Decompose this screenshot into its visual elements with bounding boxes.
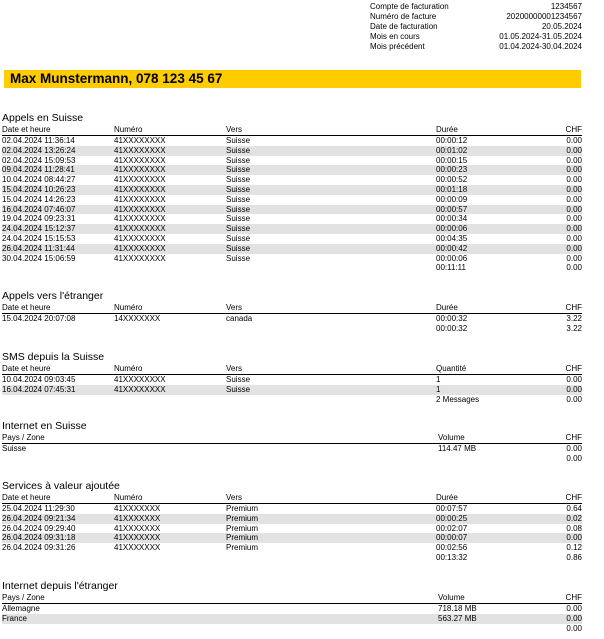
col-destination: Suisse	[226, 165, 251, 175]
col-chf: 0.64	[566, 504, 582, 513]
table-row	[2, 165, 582, 175]
section-calls-abroad	[2, 290, 582, 334]
table-row	[2, 504, 582, 514]
col-zone: Allemagne	[2, 604, 40, 613]
col-destination: Suisse	[226, 243, 251, 253]
col-datetime: 26.04.2024 11:31:44	[2, 243, 75, 253]
meta-row	[370, 12, 582, 22]
col-chf: 0.00	[566, 145, 582, 155]
col-datetime: 26.04.2024 09:21:34	[2, 513, 76, 523]
col-number	[114, 553, 226, 563]
table-row	[2, 205, 582, 215]
table-row	[2, 614, 582, 624]
col-number: 41XXXXXXXX	[114, 165, 166, 175]
table-row	[2, 444, 582, 454]
section-title: Appels en Suisse	[2, 112, 84, 124]
col-duration: 00:00:42	[436, 243, 468, 253]
col-number: Numéro	[114, 303, 143, 312]
col-chf: 0.08	[566, 523, 582, 533]
col-datetime: 25.04.2024 11:29:30	[2, 504, 75, 513]
section-title: Services à valeur ajoutée	[2, 480, 120, 492]
col-datetime: 02.04.2024 15:09:53	[2, 155, 76, 165]
col-chf: 0.00	[566, 175, 582, 185]
col-duration: 00:00:25	[436, 513, 468, 523]
table-total-row	[2, 395, 582, 405]
col-duration: 2 Messages	[436, 394, 480, 404]
col-datetime: 15.04.2024 20:07:08	[2, 314, 76, 323]
col-destination: Suisse	[226, 136, 251, 145]
col-datetime	[2, 553, 114, 563]
col-volume: 563.27 MB	[438, 613, 477, 623]
col-duration: 00:00:32	[436, 323, 468, 333]
col-destination: Vers	[226, 303, 243, 312]
table-row	[2, 524, 582, 534]
table-row	[2, 543, 582, 553]
col-destination: Suisse	[226, 233, 251, 243]
col-chf: CHF	[565, 303, 582, 312]
col-chf: 0.00	[566, 204, 582, 214]
meta-row	[370, 2, 582, 12]
col-number	[114, 263, 226, 273]
col-number: 41XXXXXXXX	[114, 184, 166, 194]
table-row	[2, 514, 582, 524]
col-destination: Suisse	[226, 184, 251, 194]
customer-banner: Max Munstermann, 078 123 45 67	[4, 70, 581, 88]
col-duration: 00:00:12	[436, 136, 468, 145]
table-row	[2, 214, 582, 224]
table-header	[2, 493, 582, 504]
col-number: 41XXXXXXXX	[114, 253, 166, 263]
section-title: Internet depuis l'étranger	[2, 580, 118, 592]
col-number: 41XXXXXXXX	[114, 145, 166, 155]
col-number: 41XXXXXXXX	[114, 233, 166, 243]
col-destination: Vers	[226, 364, 243, 373]
meta-row	[370, 32, 582, 42]
col-destination: Premium	[226, 504, 259, 513]
col-destination: Suisse	[226, 204, 251, 214]
col-destination: Suisse	[226, 194, 251, 204]
table-row	[2, 195, 582, 205]
col-volume: 718.18 MB	[438, 604, 477, 613]
col-chf: 0.00	[566, 233, 582, 243]
section-value-added-services	[2, 480, 582, 563]
col-chf: CHF	[565, 125, 582, 134]
col-duration: 00:02:56	[436, 543, 468, 553]
col-chf: 0.00	[566, 155, 582, 165]
col-duration: 00:00:06	[436, 253, 468, 263]
col-destination: canada	[226, 314, 253, 323]
col-destination: Vers	[226, 125, 243, 134]
col-chf: 0.00	[566, 384, 582, 394]
table-row	[2, 533, 582, 543]
table-row	[2, 604, 582, 614]
col-number: 41XXXXXXX	[114, 543, 161, 553]
col-datetime: 16.04.2024 07:45:31	[2, 384, 76, 394]
meta-row	[370, 42, 582, 52]
col-chf: 0.00	[566, 253, 582, 263]
col-zone: Pays / Zone	[2, 433, 45, 442]
col-number	[114, 324, 226, 334]
col-chf: CHF	[565, 593, 582, 602]
col-number: Numéro	[114, 364, 143, 373]
meta-label: Mois précédent	[370, 42, 425, 51]
billing-meta	[370, 2, 582, 52]
table-row	[2, 375, 582, 385]
col-duration: 00:00:15	[436, 155, 468, 165]
col-number: 41XXXXXXX	[114, 513, 161, 523]
col-zone: Suisse	[2, 444, 27, 453]
col-zone	[2, 454, 438, 464]
col-duration: 00:00:34	[436, 214, 468, 224]
col-zone	[2, 624, 438, 634]
col-chf: 0.00	[566, 263, 582, 273]
table-header	[2, 125, 582, 136]
table-row	[2, 385, 582, 395]
col-volume	[438, 454, 546, 464]
table-row	[2, 136, 582, 146]
table-row	[2, 254, 582, 264]
table-row	[2, 314, 582, 324]
meta-value: 20.05.2024	[541, 22, 582, 31]
col-destination: Suisse	[226, 214, 251, 224]
table-row	[2, 156, 582, 166]
col-chf: CHF	[565, 364, 582, 373]
col-destination: Premium	[226, 513, 259, 523]
col-chf: 0.00	[566, 604, 582, 613]
table-total-row	[2, 553, 582, 563]
col-duration: 00:00:06	[436, 224, 468, 234]
section-internet-switzerland	[2, 420, 582, 464]
col-chf: 3.22	[566, 314, 582, 323]
col-datetime: 10.04.2024 09:03:45	[2, 375, 76, 384]
col-datetime: 16.04.2024 07:46:07	[2, 204, 76, 214]
col-chf: 0.00	[566, 613, 582, 623]
section-internet-abroad	[2, 580, 582, 633]
meta-label: Compte de facturation	[370, 2, 449, 11]
meta-value: 1234567	[550, 2, 582, 11]
col-datetime: 15.04.2024 14:26:23	[2, 194, 76, 204]
col-duration: 00:00:23	[436, 165, 468, 175]
section-title: Internet en Suisse	[2, 420, 87, 432]
meta-label: Mois en cours	[370, 32, 420, 41]
table-total-row	[2, 324, 582, 334]
table-header	[2, 593, 582, 604]
col-datetime	[2, 324, 114, 334]
col-destination: Suisse	[226, 384, 251, 394]
table-row	[2, 224, 582, 234]
col-chf: 0.00	[566, 533, 582, 543]
col-zone: Pays / Zone	[2, 593, 45, 602]
col-duration: Quantité	[436, 364, 467, 373]
col-datetime: Date et heure	[2, 364, 51, 373]
col-duration: Durée	[436, 125, 458, 134]
col-number: Numéro	[114, 125, 143, 134]
col-datetime: 24.04.2024 15:15:53	[2, 233, 76, 243]
table-row	[2, 234, 582, 244]
col-datetime: 30.04.2024 15:06:59	[2, 253, 76, 263]
col-chf: 0.02	[566, 513, 582, 523]
table-header	[2, 303, 582, 314]
table-row	[2, 175, 582, 185]
col-datetime: Date et heure	[2, 303, 51, 312]
col-duration: 00:04:35	[436, 233, 468, 243]
col-chf: 0.00	[566, 623, 582, 633]
table-total-row	[2, 263, 582, 273]
col-chf: 0.00	[566, 214, 582, 224]
col-datetime: 02.04.2024 13:26:24	[2, 145, 76, 155]
col-destination: Premium	[226, 543, 259, 553]
col-duration: Durée	[436, 493, 458, 502]
col-number: 41XXXXXXXX	[114, 175, 166, 185]
col-duration: 00:00:09	[436, 194, 468, 204]
section-title: Appels vers l'étranger	[2, 290, 104, 302]
table-row	[2, 185, 582, 195]
col-duration: 00:00:32	[436, 314, 468, 323]
col-chf: 0.00	[566, 243, 582, 253]
col-destination: Suisse	[226, 175, 251, 185]
col-number: 41XXXXXXX	[114, 504, 161, 513]
col-zone: France	[2, 613, 27, 623]
col-number: 41XXXXXXXX	[114, 243, 166, 253]
col-number: 41XXXXXXXX	[114, 384, 166, 394]
col-volume: 114.47 MB	[438, 444, 477, 453]
col-chf: 3.22	[566, 323, 582, 333]
col-chf: CHF	[565, 433, 582, 442]
col-destination: Vers	[226, 493, 243, 502]
table-total-row	[2, 454, 582, 464]
col-duration: 00:13:32	[436, 552, 468, 562]
col-chf: 0.12	[566, 543, 582, 553]
col-duration: 00:02:07	[436, 523, 468, 533]
col-duration: 00:00:07	[436, 533, 468, 543]
col-datetime: 10.04.2024 08:44:27	[2, 175, 76, 185]
col-number: Numéro	[114, 493, 143, 502]
col-datetime: 26.04.2024 09:31:18	[2, 533, 76, 543]
col-chf: 0.00	[566, 224, 582, 234]
col-datetime	[2, 263, 114, 273]
col-volume: Volume	[438, 593, 465, 602]
col-datetime: 26.04.2024 09:29:40	[2, 523, 76, 533]
col-chf: 0.00	[566, 165, 582, 175]
col-chf: 0.00	[566, 394, 582, 404]
col-destination: Suisse	[226, 155, 251, 165]
col-datetime: Date et heure	[2, 125, 51, 134]
col-duration: 1	[436, 384, 441, 394]
col-datetime: 26.04.2024 09:31:26	[2, 543, 76, 553]
col-chf: CHF	[565, 493, 582, 502]
col-destination: Suisse	[226, 224, 251, 234]
col-duration: 00:00:57	[436, 204, 468, 214]
col-number: 41XXXXXXXX	[114, 136, 166, 145]
col-datetime: Date et heure	[2, 493, 51, 502]
col-destination: Premium	[226, 533, 259, 543]
col-chf: 0.00	[566, 444, 582, 453]
table-total-row	[2, 624, 582, 634]
meta-value: 01.04.2024-30.04.2024	[499, 42, 582, 51]
col-chf: 0.00	[566, 453, 582, 463]
col-destination: Suisse	[226, 145, 251, 155]
col-number	[114, 395, 226, 405]
col-number: 41XXXXXXX	[114, 533, 161, 543]
meta-row	[370, 22, 582, 32]
col-datetime: 15.04.2024 10:26:23	[2, 184, 76, 194]
col-number: 41XXXXXXXX	[114, 155, 166, 165]
section-sms	[2, 351, 582, 404]
col-number: 41XXXXXXXX	[114, 194, 166, 204]
col-chf: 0.00	[566, 194, 582, 204]
col-destination: Suisse	[226, 253, 251, 263]
section-title: SMS depuis la Suisse	[2, 351, 105, 363]
col-duration: 00:00:52	[436, 175, 468, 185]
meta-value: 20200000001234567	[506, 12, 582, 21]
col-number: 41XXXXXXXX	[114, 224, 166, 234]
meta-value: 01.05.2024-31.05.2024	[499, 32, 582, 41]
col-datetime: 02.04.2024 11:36:14	[2, 136, 75, 145]
col-number: 14XXXXXXX	[114, 314, 161, 323]
table-header	[2, 433, 582, 444]
col-volume: Volume	[438, 433, 465, 442]
col-duration: 00:01:02	[436, 145, 468, 155]
col-duration: 00:07:57	[436, 504, 468, 513]
col-destination: Premium	[226, 523, 259, 533]
table-row	[2, 244, 582, 254]
col-duration: 00:11:11	[436, 263, 466, 273]
section-calls-switzerland	[2, 112, 582, 273]
col-chf: 0.00	[566, 136, 582, 145]
meta-label: Date de facturation	[370, 22, 438, 31]
meta-label: Numéro de facture	[370, 12, 437, 21]
col-destination	[226, 324, 436, 334]
col-destination	[226, 263, 436, 273]
col-datetime: 24.04.2024 15:12:37	[2, 224, 76, 234]
col-number: 41XXXXXXX	[114, 523, 161, 533]
col-chf: 0.00	[566, 375, 582, 384]
table-row	[2, 146, 582, 156]
col-destination	[226, 553, 436, 563]
table-header	[2, 364, 582, 375]
col-chf: 0.86	[566, 552, 582, 562]
col-duration: 1	[436, 375, 441, 384]
col-destination	[226, 395, 436, 405]
col-volume	[438, 624, 546, 634]
col-datetime: 19.04.2024 09:23:31	[2, 214, 76, 224]
col-destination: Suisse	[226, 375, 251, 384]
col-duration: Durée	[436, 303, 458, 312]
col-duration: 00:01:18	[436, 184, 468, 194]
col-number: 41XXXXXXXX	[114, 214, 166, 224]
col-datetime	[2, 395, 114, 405]
col-number: 41XXXXXXXX	[114, 375, 166, 384]
col-number: 41XXXXXXXX	[114, 204, 166, 214]
col-chf: 0.00	[566, 184, 582, 194]
col-datetime: 09.04.2024 11:28:41	[2, 165, 75, 175]
